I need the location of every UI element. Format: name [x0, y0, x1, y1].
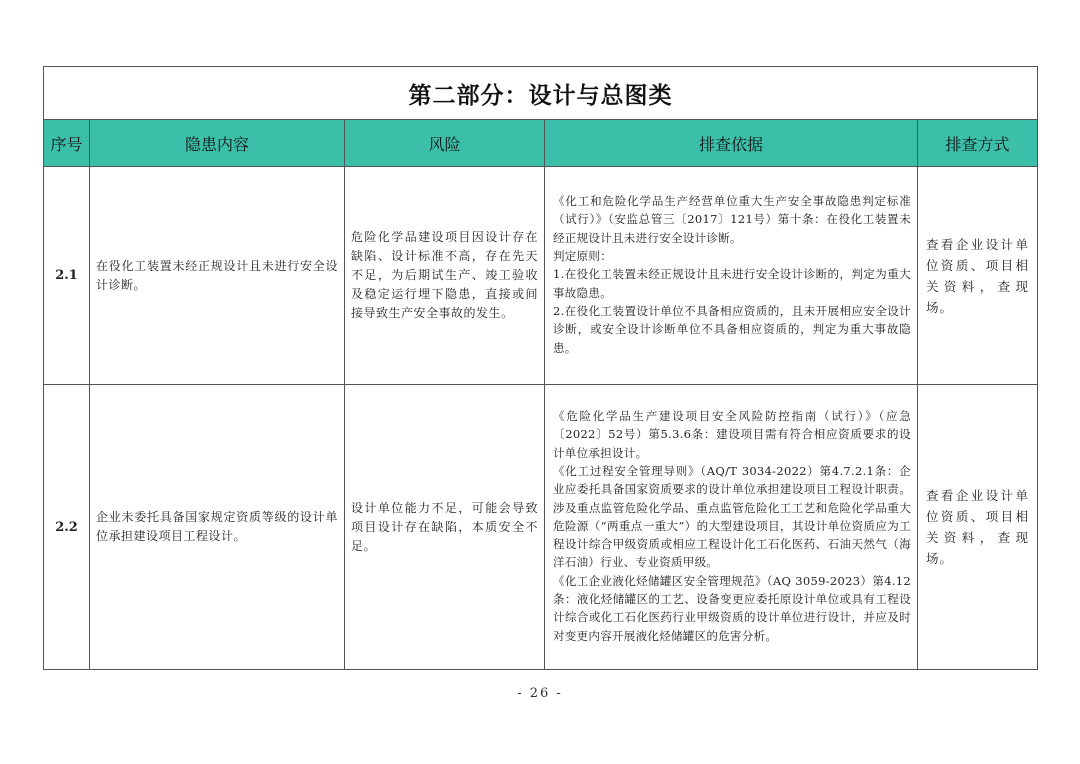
table-title: 第二部分：设计与总图类	[44, 67, 1038, 120]
column-header-number: 序号	[44, 120, 90, 167]
page-number: - 26 -	[517, 686, 563, 701]
method-content: 查看企业设计单位资质、项目相关资料，查现场。	[918, 167, 1038, 385]
basis-paragraph: 2.在役化工装置设计单位不具备相应资质的，且未开展相应安全设计诊断，或安全设计诊断单位不具备相应资质的，判定为重大事故隐患。	[553, 303, 911, 355]
column-header-basis: 排查依据	[545, 120, 918, 167]
table-row	[44, 385, 1038, 670]
basis-paragraph: 《化工和危险化学品生产经营单位重大生产安全事故隐患判定标准（试行）》（安监总管三〔2017〕121号）第十条：在役化工装置未经正规设计且未进行安全设计诊断。	[553, 194, 911, 245]
basis-paragraph: 1.在役化工装置未经正规设计且未进行安全设计诊断的，判定为重大事故隐患。	[553, 267, 911, 300]
basis-content	[545, 167, 918, 385]
basis-paragraph: 《危险化学品生产建设项目安全风险防控指南（试行）》（应急〔2022〕52号）第5.3.6条：建设项目需有符合相应资质要求的设计单位承担设计。	[553, 409, 911, 460]
risk-content: 设计单位能力不足，可能会导致项目设计存在缺陷，本质安全不足。	[345, 385, 545, 670]
table-header-row	[44, 120, 1038, 167]
risk-content: 危险化学品建设项目因设计存在缺陷、设计标准不高，存在先天不足，为后期试生产、竣工验收及稳定运行埋下隐患，直接或间接导致生产安全事故的发生。	[345, 167, 545, 385]
column-header-method: 排查方式	[918, 120, 1038, 167]
column-header-hazard: 隐患内容	[90, 120, 345, 167]
table-row	[44, 167, 1038, 385]
row-number: 2.2	[44, 385, 90, 670]
basis-paragraph: 判定原则：	[553, 249, 612, 264]
method-content: 查看企业设计单位资质、项目相关资料，查现场。	[918, 385, 1038, 670]
basis-paragraph: 《化工过程安全管理导则》（AQ/T 3034-2022）第4.7.2.1条：企业应委托具备国家资质要求的设计单位承担建设项目工程设计职责。涉及重点监管危险化学品、重点监管危险化工工艺和危险化学品重大危险源（“两重点一重大”）的大型建设项目，其设计单位资质应为工程设计综合甲级资质或相应工程设计化工石化医药、石油天然气（海洋石油）行业、专业资质甲级。	[553, 463, 911, 570]
basis-paragraph: 《化工企业液化烃储罐区安全管理规范》（AQ 3059-2023）第4.12条：液化烃储罐区的工艺、设备变更应委托原设计单位或具有工程设计综合或化工石化医药行业甲级资质的设计单位进行设计，并应及时对变更内容开展液化烃储罐区的危害分析。	[553, 573, 911, 643]
row-number: 2.1	[44, 167, 90, 385]
hazard-content: 在役化工装置未经正规设计且未进行安全设计诊断。	[90, 167, 345, 385]
column-header-risk: 风险	[345, 120, 545, 167]
hazard-content: 企业未委托具备国家规定资质等级的设计单位承担建设项目工程设计。	[90, 385, 345, 670]
hazard-table	[43, 66, 1038, 670]
basis-content	[545, 385, 918, 670]
